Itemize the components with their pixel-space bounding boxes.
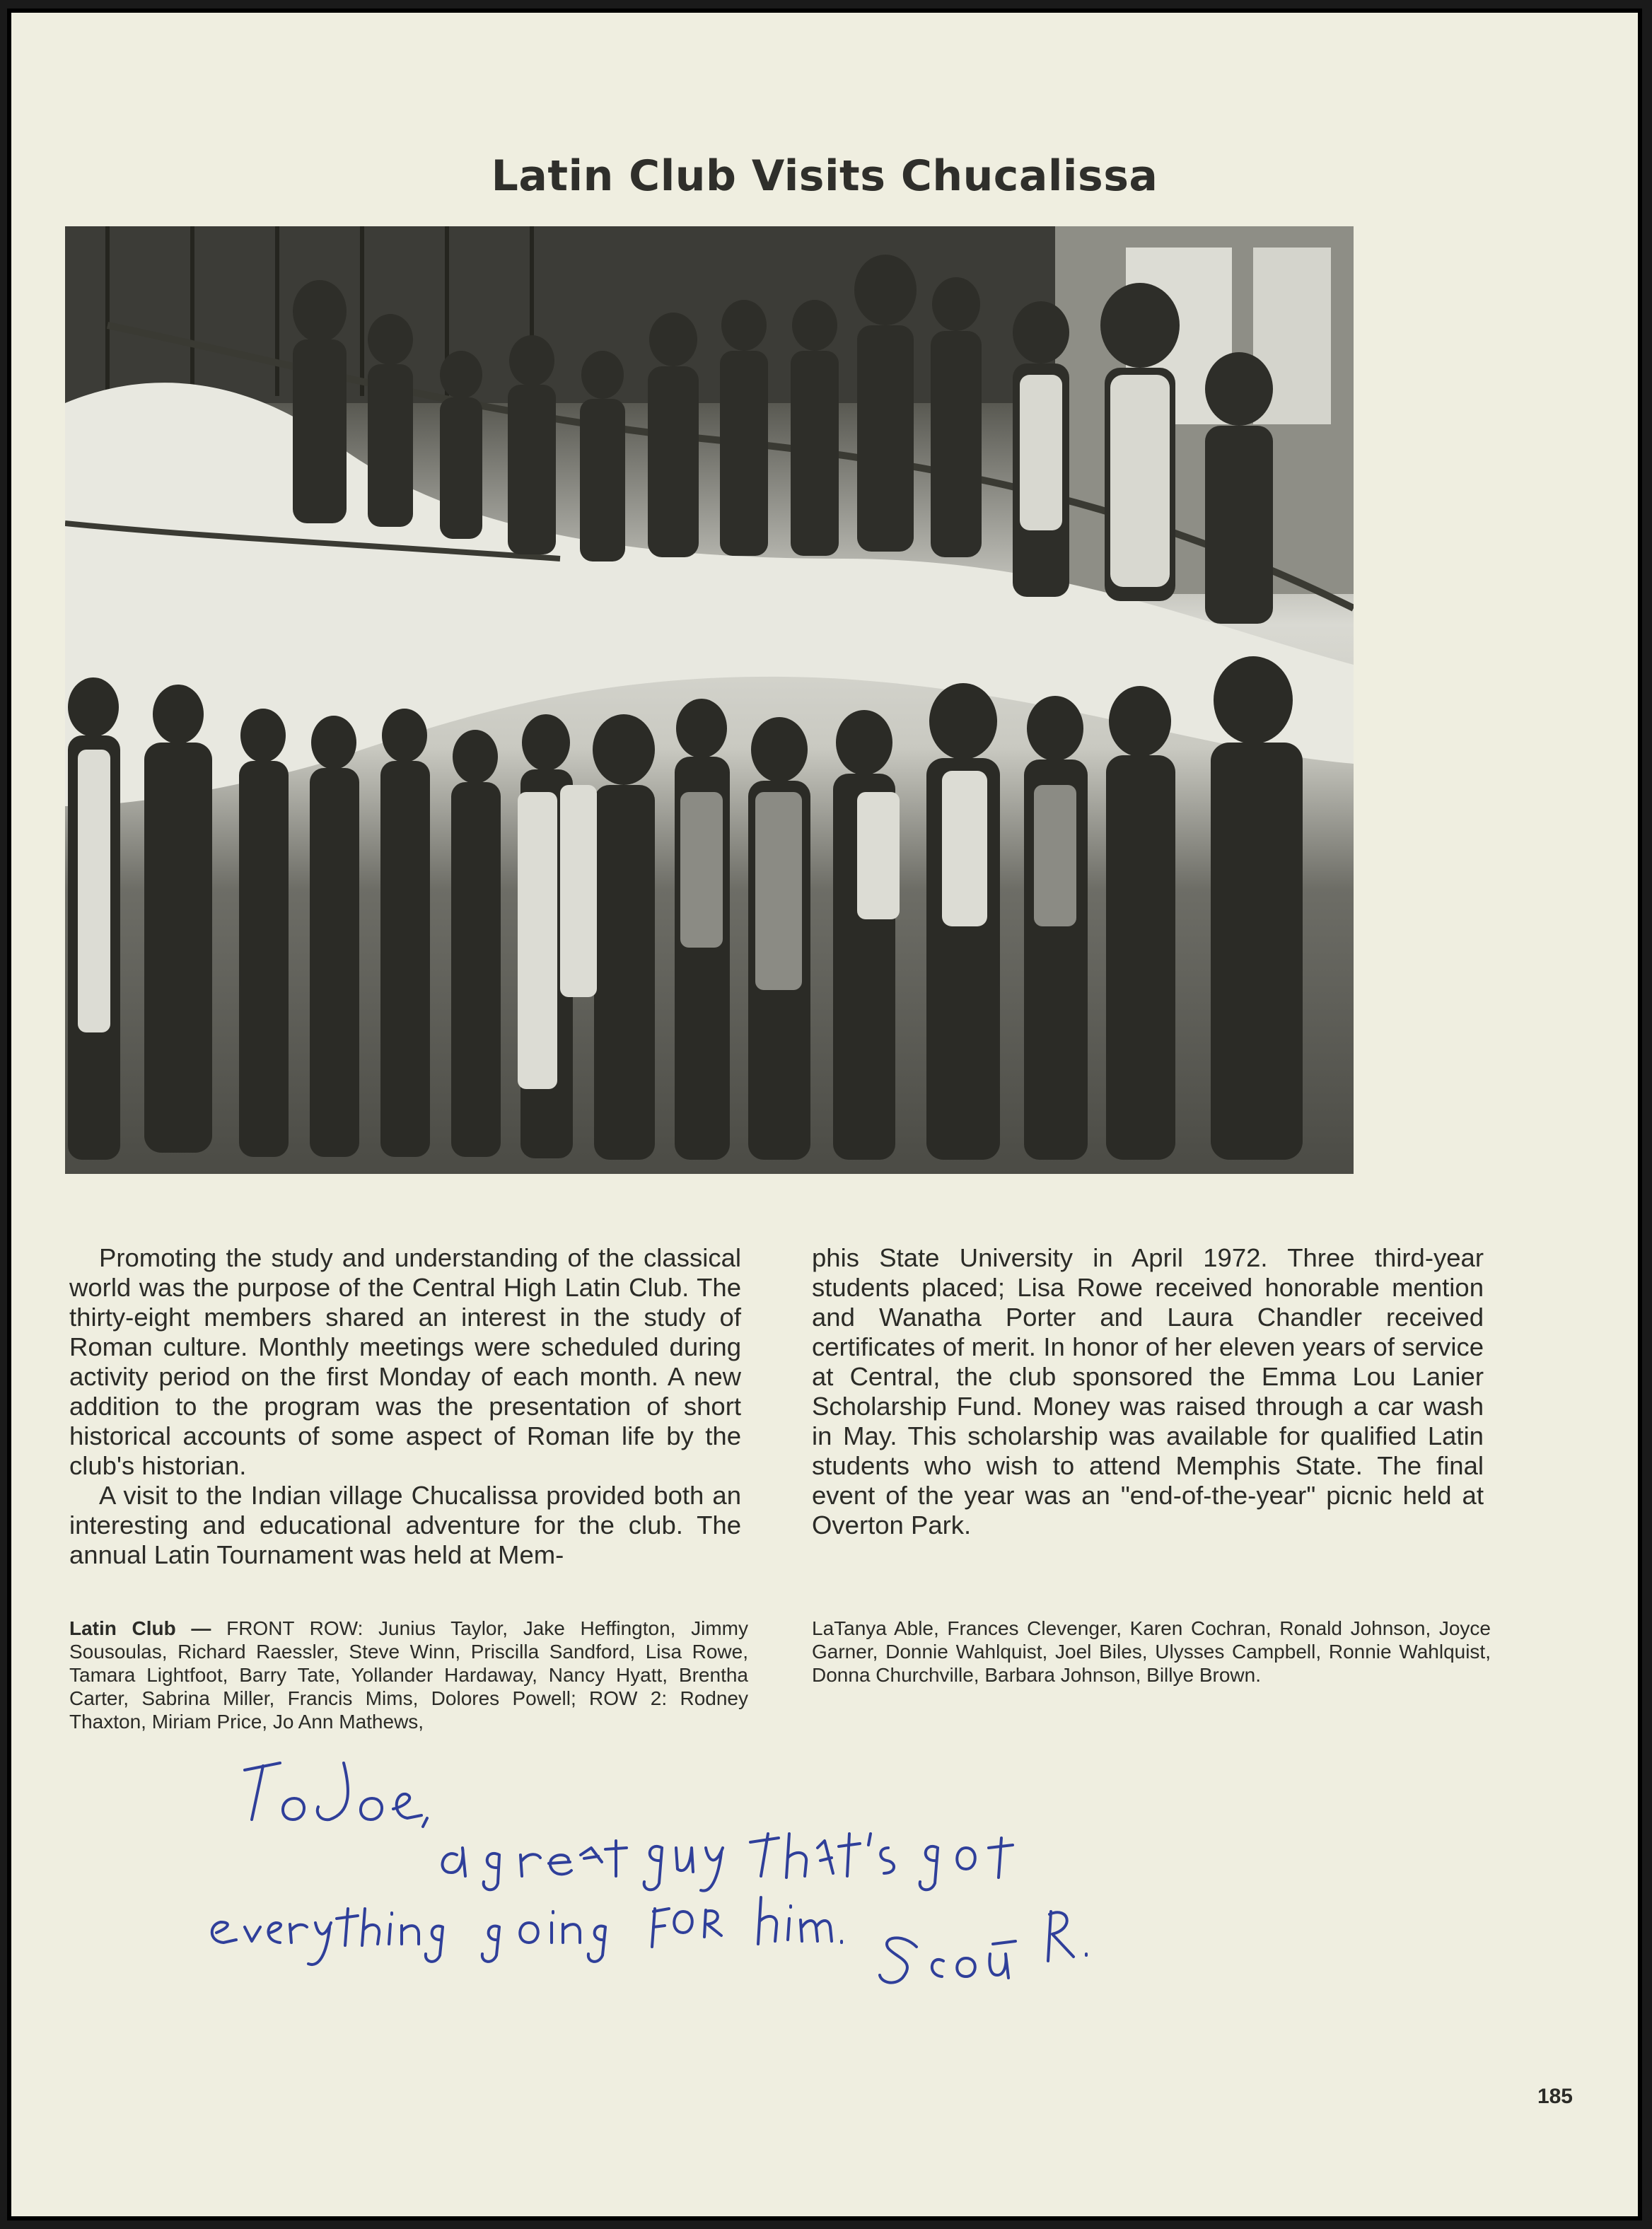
caption-text: FRONT ROW: Junius Taylor, Jake Heffington, Jimmy Sousoulas, Richard Raessler, Steve Winn, Priscilla Sandford, Lisa Rowe, Tamara Lightfoot, Barry Tate, Yollander Hardaway, Nancy Hyatt, Brentha Carter, Sabrina Miller, Francis Mims, Dolores Powell; ROW 2: Rodney Thaxton, Miriam Price, Jo Ann Mathews, bbox=[69, 1617, 748, 1733]
handwritten-inscription bbox=[202, 1742, 1263, 1996]
article-paragraph: A visit to the Indian village Chucalissa provided both an interesting and educational adventure for the club. The annual Latin Tournament was held at Mem- bbox=[69, 1481, 741, 1569]
page-title: Latin Club Visits Chucalissa bbox=[491, 151, 1158, 201]
photo-caption-right bbox=[812, 1617, 1491, 1687]
photo-caption-left bbox=[69, 1617, 748, 1733]
article-right-column bbox=[812, 1243, 1484, 1540]
page-number: 185 bbox=[1537, 2085, 1573, 2108]
group-photo bbox=[65, 226, 1354, 1174]
article-paragraph: Promoting the study and understanding of the classical world was the purpose of the Central High Latin Club. The thirty-eight members shared an interest in the study of Roman culture. Monthly meetings were scheduled during activity period on the first Monday of each month. A new addition to the program was the presentation of short historical accounts of some aspect of Roman life by the club's historian. bbox=[69, 1243, 741, 1480]
caption-lead: Latin Club — bbox=[69, 1617, 211, 1639]
yearbook-page bbox=[7, 8, 1642, 2221]
article-paragraph: phis State University in April 1972. Three third-year students placed; Lisa Rowe received honorable mention and Wanatha Porter and Laura Chandler received certificates of merit. In honor of her eleven years of service at Central, the club sponsored the Emma Lou Lanier Scholarship Fund. Money was raised through a car wash in May. This scholarship was available for qualified Latin students who wish to attend Memphis State. The final event of the year was an "end-of-the-year" picnic held at Overton Park. bbox=[812, 1243, 1484, 1540]
handwriting-illustration bbox=[202, 1742, 1263, 1996]
article-left-column bbox=[69, 1243, 741, 1570]
caption-text: LaTanya Able, Frances Clevenger, Karen Cochran, Ronald Johnson, Joyce Garner, Donnie Wahlquist, Joel Biles, Ulysses Campbell, Ronnie Wahlquist, Donna Churchville, Barbara Johnson, Billye Brown. bbox=[812, 1617, 1491, 1686]
group-photo-illustration bbox=[65, 226, 1354, 1174]
